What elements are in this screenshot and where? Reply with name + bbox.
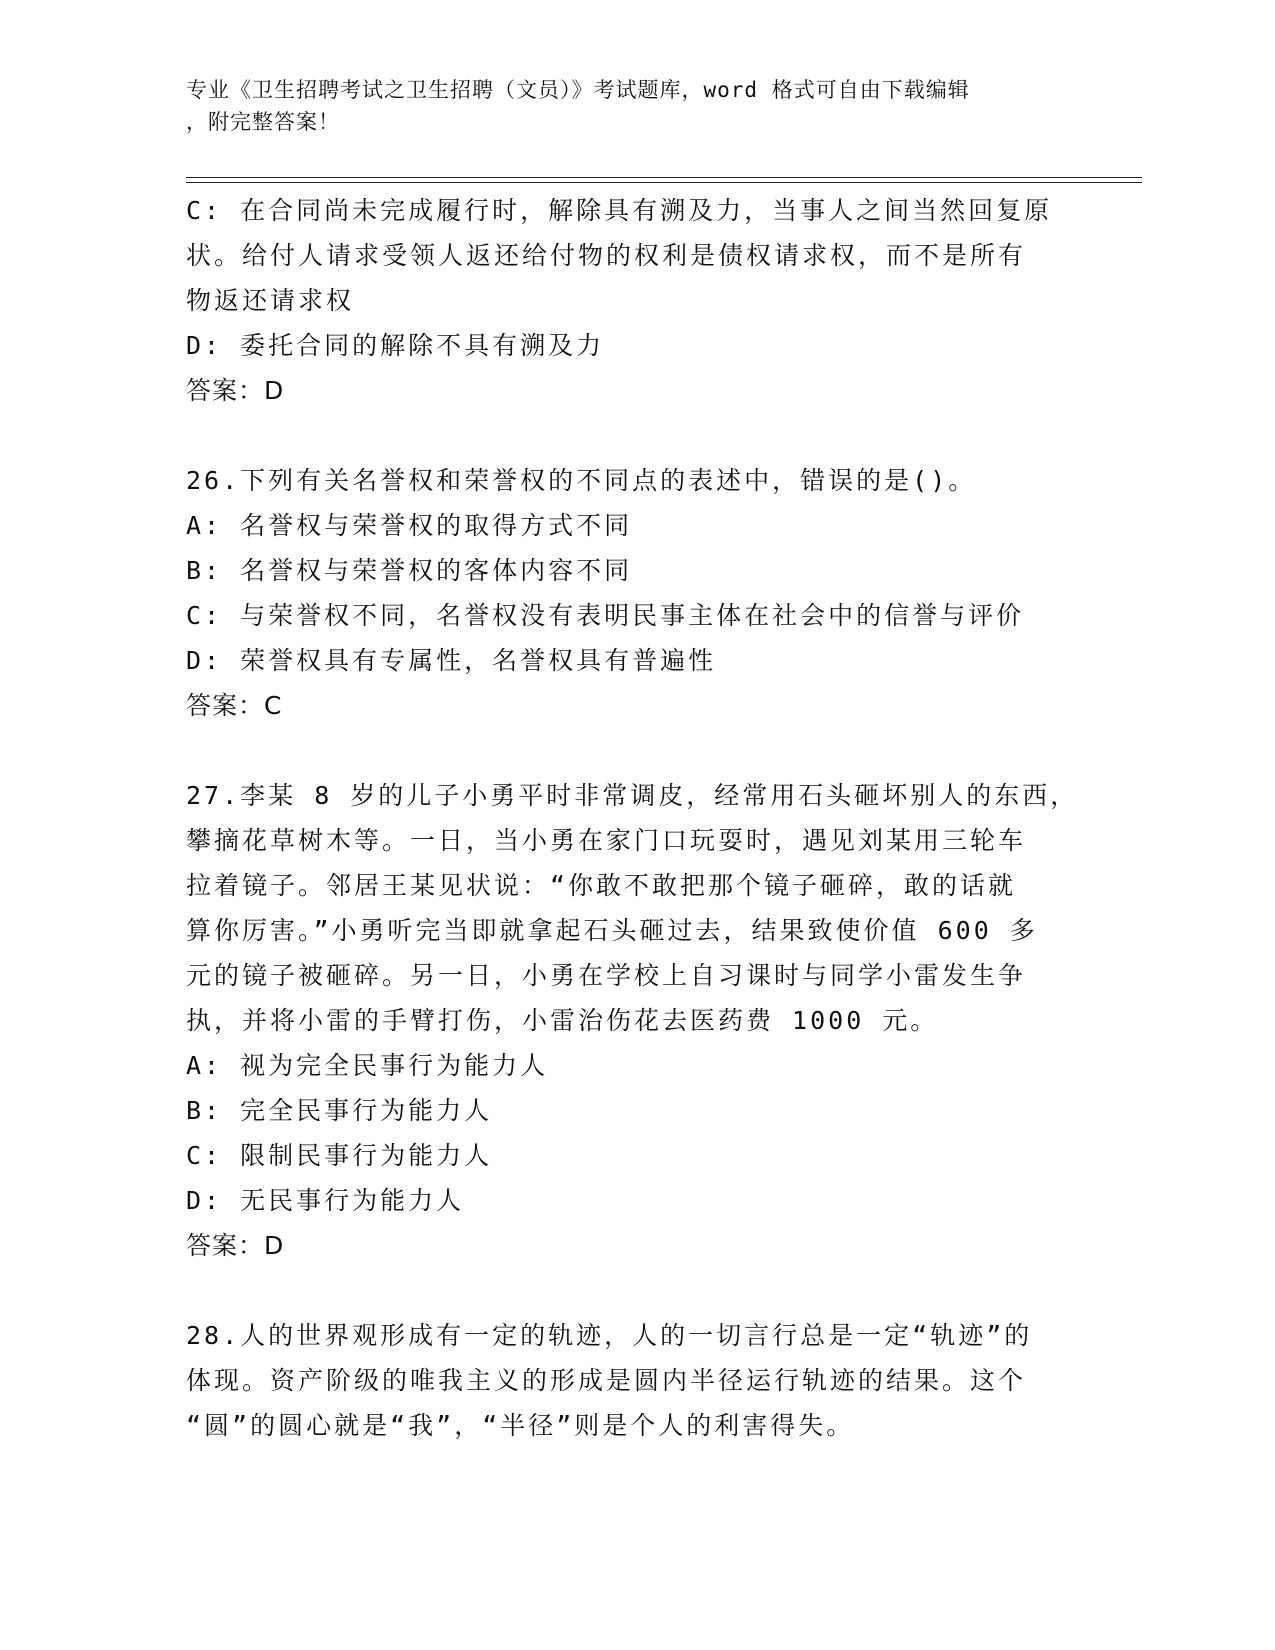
answer-25: 答案：D — [186, 376, 285, 405]
question-27 — [186, 773, 1086, 1269]
option-d: D: 委托合同的解除不具有溯及力 — [186, 331, 605, 360]
question-26-text: 26.下列有关名誉权和荣誉权的不同点的表述中，错误的是()。 — [186, 466, 977, 495]
question-28-line-3: “圆”的圆心就是“我”，“半径”则是个人的利害得失。 — [186, 1411, 855, 1440]
question-27-line-6: 执，并将小雷的手臂打伤，小雷治伤花去医药费 1000 元。 — [186, 1006, 939, 1035]
document-body — [186, 188, 1086, 1448]
question-27-line-2: 攀摘花草树木等。一日，当小勇在家门口玩耍时，遇见刘某用三轮车 — [186, 826, 1027, 855]
spacer — [186, 1269, 1086, 1313]
option-c-line-3: 物返还请求权 — [186, 286, 355, 315]
answer-27: 答案：D — [186, 1231, 285, 1260]
header-rule-bottom — [186, 182, 1142, 183]
header-rule-top — [186, 177, 1142, 178]
question-27-line-1: 27.李某 8 岁的儿子小勇平时非常调皮，经常用石头砸坏别人的东西， — [186, 781, 1079, 810]
header-line-2: ，附完整答案！ — [186, 110, 340, 134]
question-28 — [186, 1313, 1086, 1448]
question-26-option-c: C: 与荣誉权不同，名誉权没有表明民事主体在社会中的信誉与评价 — [186, 601, 1025, 630]
question-26-option-d: D: 荣誉权具有专属性，名誉权具有普遍性 — [186, 646, 717, 675]
question-25-tail — [186, 188, 1086, 414]
header-line-1: 专业《卫生招聘考试之卫生招聘（文员）》考试题库，word 格式可自由下载编辑 — [186, 78, 970, 102]
question-26-option-a: A: 名誉权与荣誉权的取得方式不同 — [186, 511, 633, 540]
spacer — [186, 729, 1086, 773]
answer-26: 答案：C — [186, 691, 283, 720]
question-28-line-2: 体现。资产阶级的唯我主义的形成是圆内半径运行轨迹的结果。这个 — [186, 1366, 1027, 1395]
spacer — [186, 414, 1086, 458]
question-27-option-b: B: 完全民事行为能力人 — [186, 1096, 493, 1125]
question-27-line-4: 算你厉害。”小勇听完当即就拿起石头砸过去，结果致使价值 600 多 — [186, 916, 1038, 945]
question-26-option-b: B: 名誉权与荣誉权的客体内容不同 — [186, 556, 633, 585]
question-26 — [186, 458, 1086, 729]
question-27-line-3: 拉着镜子。邻居王某见状说：“你敢不敢把那个镜子砸碎，敢的话就 — [186, 871, 1017, 900]
question-27-option-a: A: 视为完全民事行为能力人 — [186, 1051, 549, 1080]
question-28-line-1: 28.人的世界观形成有一定的轨迹，人的一切言行总是一定“轨迹”的 — [186, 1321, 1033, 1350]
question-27-option-d: D: 无民事行为能力人 — [186, 1186, 465, 1215]
question-27-option-c: C: 限制民事行为能力人 — [186, 1141, 493, 1170]
question-27-line-5: 元的镜子被砸碎。另一日，小勇在学校上自习课时与同学小雷发生争 — [186, 961, 1027, 990]
option-c-line-1: C: 在合同尚未完成履行时，解除具有溯及力，当事人之间当然回复原 — [186, 196, 1053, 225]
option-c-line-2: 状。给付人请求受领人返还给付物的权利是债权请求权，而不是所有 — [186, 241, 1027, 270]
document-header — [186, 74, 1066, 138]
